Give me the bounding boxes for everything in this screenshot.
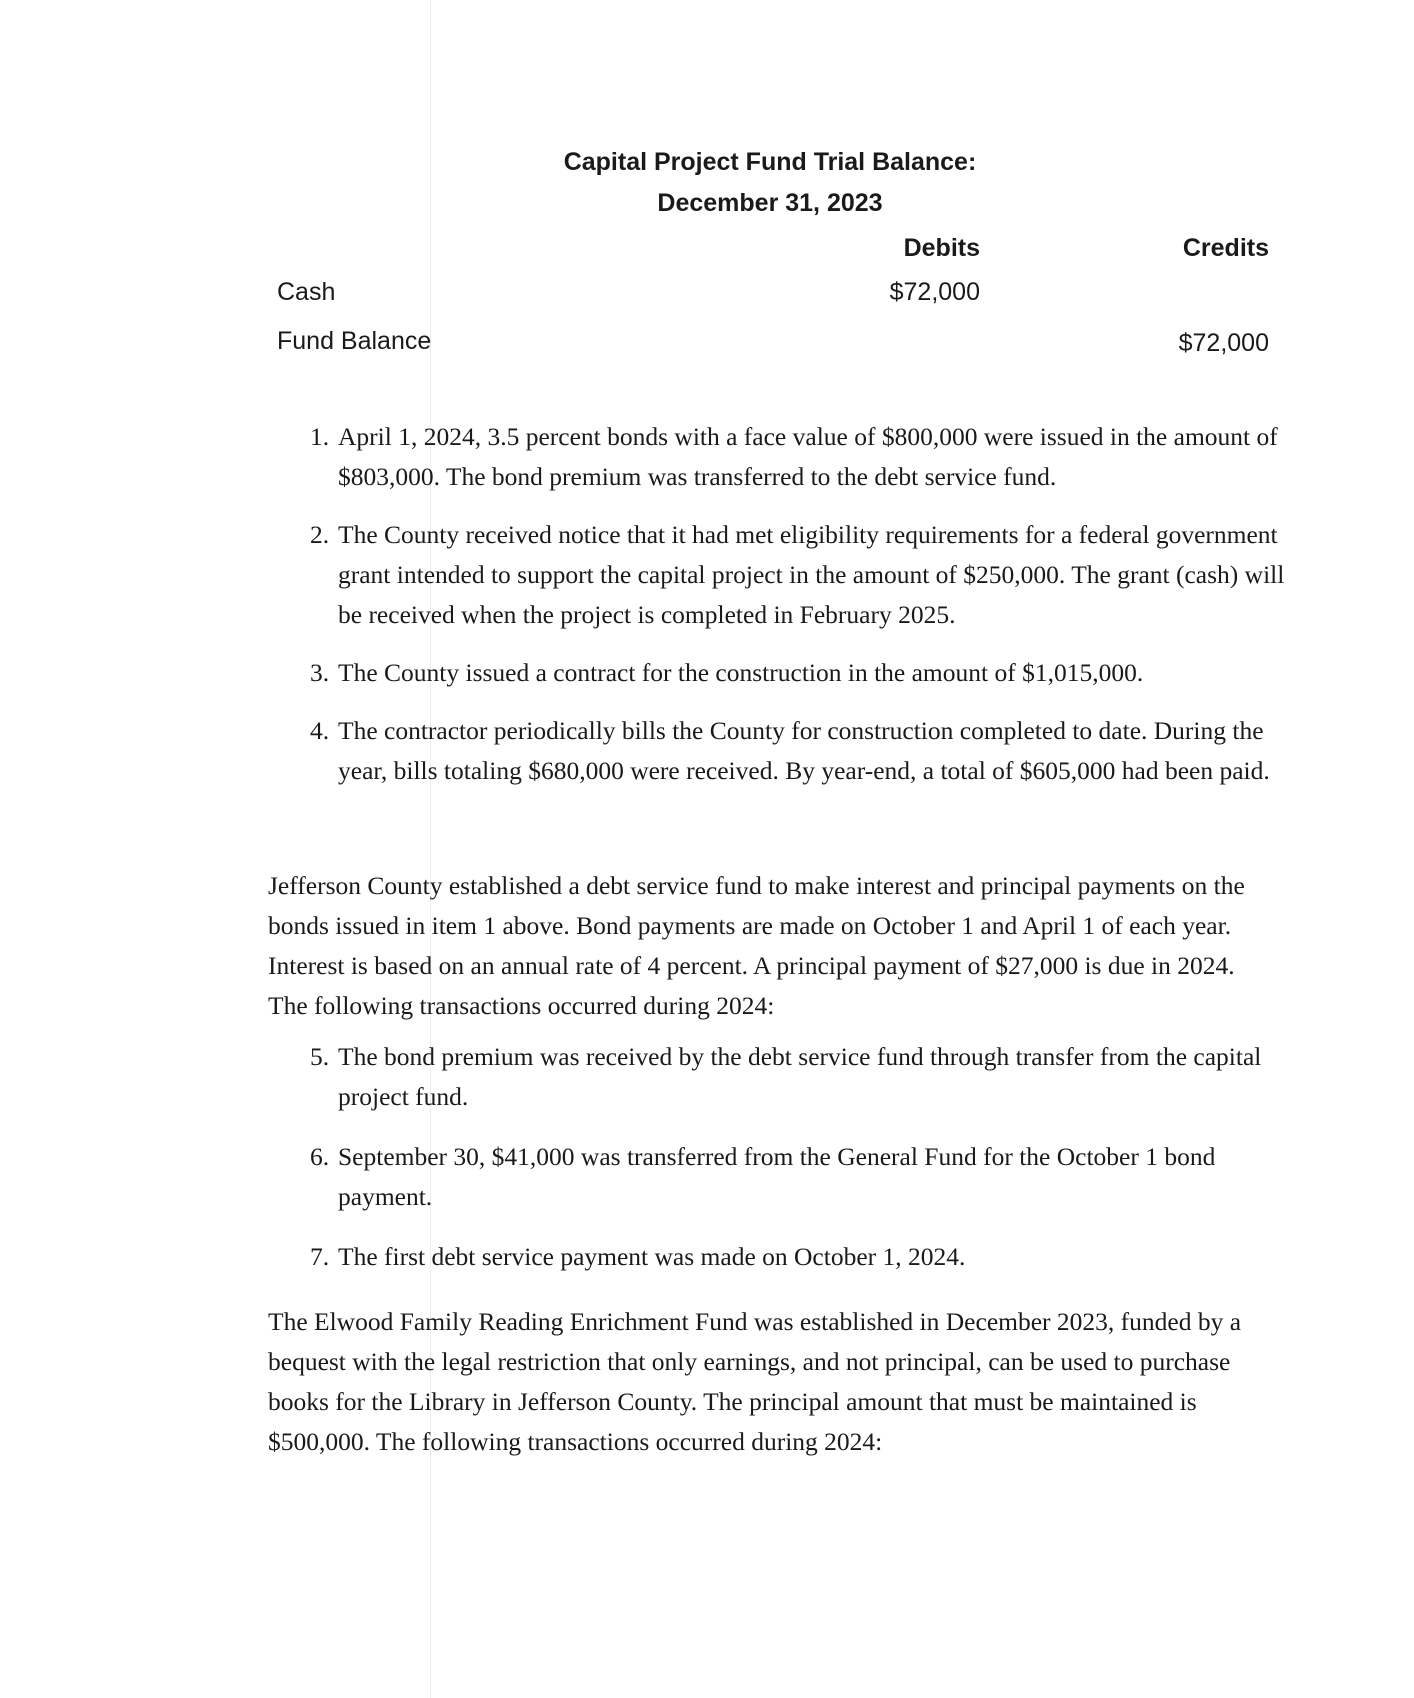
debt-service-transactions-list <box>310 1037 1310 1297</box>
list-item <box>310 417 1310 497</box>
item-text: The contractor periodically bills the County for construction completed to date. During the year, bills totaling $680,000 were received. By year-end, a total of $605,000 had been paid. <box>338 716 1270 785</box>
item-text: The County issued a contract for the construction in the amount of $1,015,000. <box>338 658 1144 687</box>
account-fund-balance-credit: $72,000 <box>1178 329 1269 357</box>
debt-service-intro-paragraph: Jefferson County established a debt service fund to make interest and principal payments on the bonds issued in item 1 above. Bond payments are made on October 1 and April 1 of each year. Interest is based on an annual rate of 4 percent. A principal payment of $27,000 is due in 2024. The following transactions occurred during 2024: <box>268 871 1245 1020</box>
capital-project-transactions-list <box>310 417 1310 809</box>
list-item <box>310 653 1310 693</box>
trial-balance-date: December 31, 2023 <box>657 189 883 217</box>
item-number: 6. <box>310 1142 330 1171</box>
list-item <box>310 515 1310 635</box>
item-text: The County received notice that it had met eligibility requirements for a federal government grant intended to support the capital project in the amount of $250,000. The grant (cash) will be received when the project is completed in February 2025. <box>338 520 1285 629</box>
item-text: The bond premium was received by the debt service fund through transfer from the capital project fund. <box>338 1042 1262 1111</box>
item-number: 7. <box>310 1242 330 1271</box>
item-number: 3. <box>310 658 330 687</box>
account-cash-label: Cash <box>277 278 336 306</box>
item-number: 5. <box>310 1042 330 1071</box>
elwood-fund-intro-paragraph: The Elwood Family Reading Enrichment Fund was established in December 2023, funded by a bequest with the legal restriction that only earnings, and not principal, can be used to purchase books for the Library in Jefferson County. The principal amount that must be maintained is $500,000. The following transactions occurred during 2024: <box>268 1307 1242 1456</box>
account-cash-debit: $72,000 <box>889 278 980 306</box>
item-number: 1. <box>310 422 330 451</box>
list-item <box>310 711 1310 791</box>
item-number: 2. <box>310 520 330 549</box>
credits-column-header: Credits <box>1182 234 1269 262</box>
item-text: The first debt service payment was made on October 1, 2024. <box>338 1242 966 1271</box>
list-item <box>310 1037 1310 1117</box>
account-fund-balance-label: Fund Balance <box>277 327 432 355</box>
trial-balance-title: Capital Project Fund Trial Balance: <box>563 148 977 176</box>
list-item <box>310 1137 1310 1217</box>
item-number: 4. <box>310 716 330 745</box>
item-text: September 30, $41,000 was transferred from the General Fund for the October 1 bond payment. <box>338 1142 1216 1211</box>
debits-column-header: Debits <box>903 234 980 262</box>
list-item <box>310 1237 1310 1277</box>
item-text: April 1, 2024, 3.5 percent bonds with a face value of $800,000 were issued in the amount of $803,000. The bond premium was transferred to the debt service fund. <box>338 422 1278 491</box>
